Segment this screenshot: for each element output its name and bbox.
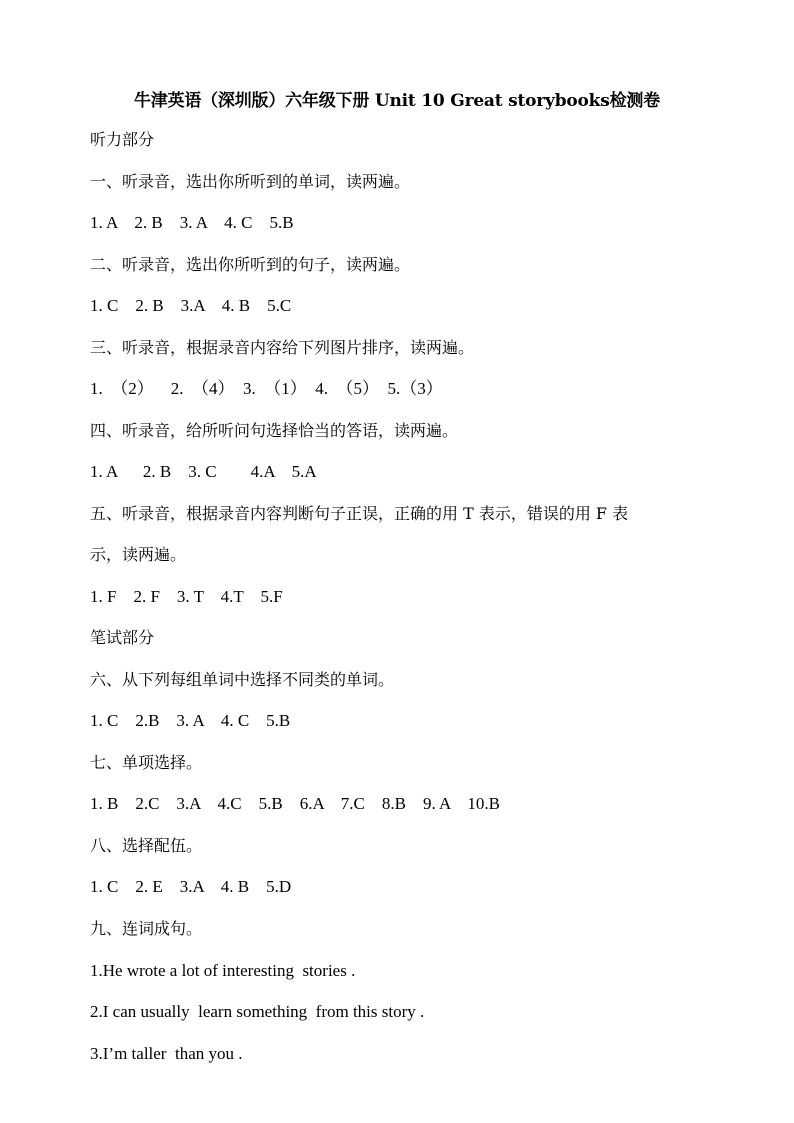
question-heading-8: 八、选择配伍。 [90, 836, 203, 855]
answer-line-4: 1. A 2. B 3. C 4.A 5.A [90, 462, 317, 481]
document-title: 牛津英语（深圳版）六年级下册 Unit 10 Great storybooks检测卷 [133, 91, 661, 111]
answer-line-1: 1. A 2. B 3. A 4. C 5.B [90, 213, 294, 232]
sentence-answer-2: 2.I can usually learn something from this story . [90, 1002, 425, 1021]
question-heading-2: 二、听录音，选出你所听到的句子，读两遍。 [90, 255, 411, 274]
answer-line-3: 1. （2） 2. （4） 3. （1） 4. （5） 5.（3） [90, 379, 443, 398]
answer-line-7: 1. B 2.C 3.A 4.C 5.B 6.A 7.C 8.B 9. A 10.B [90, 794, 500, 813]
answer-line-5: 1. F 2. F 3. T 4.T 5.F [90, 587, 283, 606]
sentence-answer-1: 1.He wrote a lot of interesting stories . [90, 961, 356, 980]
answer-line-2: 1. C 2. B 3.A 4. B 5.C [90, 296, 292, 315]
answer-line-8: 1. C 2. E 3.A 4. B 5.D [90, 877, 292, 896]
section-heading-listening: 听力部分 [90, 130, 155, 149]
question-heading-1: 一、听录音，选出你所听到的单词，读两遍。 [90, 172, 411, 191]
question-heading-5-cont: 示，读两遍。 [90, 545, 187, 564]
question-heading-6: 六、从下列每组单词中选择不同类的单词。 [90, 670, 395, 689]
question-heading-3: 三、听录音，根据录音内容给下列图片排序，读两遍。 [90, 338, 475, 357]
section-heading-written: 笔试部分 [90, 628, 155, 647]
question-heading-5: 五、听录音，根据录音内容判断句子正误，正确的用 T 表示，错误的用 F 表 [90, 504, 629, 523]
answer-line-6: 1. C 2.B 3. A 4. C 5.B [90, 711, 291, 730]
sentence-answer-3: 3.I’m taller than you . [90, 1044, 243, 1063]
question-heading-7: 七、单项选择。 [90, 753, 203, 772]
question-heading-4: 四、听录音，给所听问句选择恰当的答语，读两遍。 [90, 421, 459, 440]
question-heading-9: 九、连词成句。 [90, 919, 203, 938]
